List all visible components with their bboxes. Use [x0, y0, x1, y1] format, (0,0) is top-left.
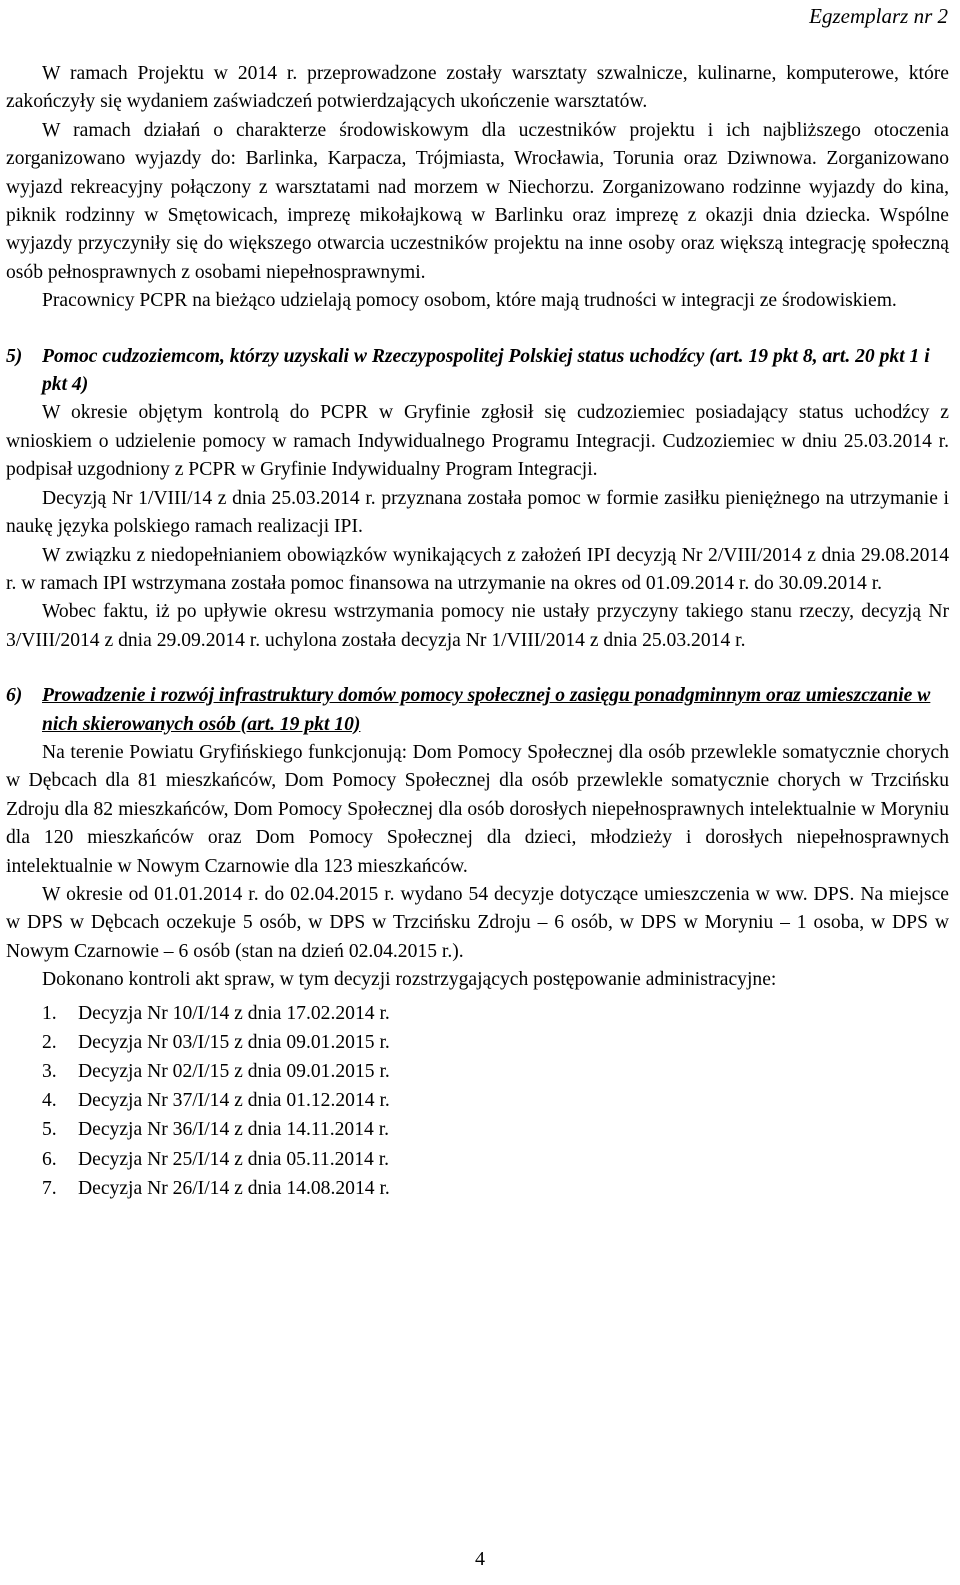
section-6-paragraph-2: W okresie od 01.01.2014 r. do 02.04.2015 r. wydano 54 decyzje dotyczące umieszczenia w ww. DPS. Na miejsce w DPS w Dębcach oczekuje 5 osób, w DPS w Trzcińsku Zdroju – 6 osób, w DPS w Moryniu – 1 osoba, w DPS w Nowym Czarnowie – 6 osób (stan na dzień 02.04.2015 r.).	[6, 883, 949, 962]
section-5-number: 5)	[6, 345, 23, 367]
list-item	[6, 1174, 949, 1203]
intro-paragraph-3: Pracownicy PCPR na bieżąco udzielają pomocy osobom, które mają trudności w integracji ze środowiskiem.	[42, 290, 897, 312]
list-item-text: Decyzja Nr 03/I/15 z dnia 09.01.2015 r.	[78, 1031, 390, 1053]
page-number: 4	[475, 1548, 485, 1570]
list-item-number: 3.	[42, 1061, 57, 1082]
list-item	[6, 1057, 949, 1086]
list-item-text: Decyzja Nr 25/I/14 z dnia 05.11.2014 r.	[78, 1148, 390, 1170]
intro-paragraph-1: W ramach Projektu w 2014 r. przeprowadzone zostały warsztaty szwalnicze, kulinarne, komputerowe, które zakończyły się wydaniem zaświadczeń potwierdzających ukończenie warsztatów.	[6, 63, 949, 113]
list-item-number: 5.	[42, 1119, 57, 1141]
list-item-number: 7.	[42, 1177, 57, 1199]
list-item	[6, 1145, 949, 1174]
list-item-text: Decyzja Nr 36/I/14 z dnia 14.11.2014 r.	[78, 1119, 390, 1141]
list-item	[6, 999, 949, 1028]
list-item	[6, 1028, 949, 1057]
spacer	[6, 655, 949, 682]
section-6-paragraph-3: Dokonano kontroli akt spraw, w tym decyzji rozstrzygających postępowanie administracyjne:	[42, 969, 777, 991]
list-item-number: 6.	[42, 1148, 57, 1170]
list-item-number: 2.	[42, 1031, 57, 1053]
section-5-paragraph-4: Wobec faktu, iż po upływie okresu wstrzymania pomocy nie ustały przyczyny takiego stanu rzeczy, decyzją Nr 3/VIII/2014 z dnia 29.09.2014 r. uchylona została decyzja Nr 1/VIII/2014 z dnia 25.03.2014 r.	[6, 601, 949, 651]
section-5-title: Pomoc cudzoziemcom, którzy uzyskali w Rzeczypospolitej Polskiej status uchodźcy (art. 19 pkt 8, art. 20 pkt 1 i pkt 4)	[42, 345, 930, 396]
section-6-paragraph-1: Na terenie Powiatu Gryfińskiego funkcjonują: Dom Pomocy Społecznej dla osób przewlekle somatycznie chorych w Dębcach dla 81 mieszkańców, Dom Pomocy Społecznej dla osób przewlekle somatycznie chorych w Trzcińsku Zdroju dla 82 mieszkańców, Dom Pomocy Społecznej dla osób dorosłych niepełnosprawnych intelektualnie w Moryniu dla 120 mieszkańców oraz Dom Pomocy Społecznej dla dzieci, młodzieży i dorosłych niepełnosprawnych intelektualnie w Nowym Czarnowie dla 123 mieszkańców.	[6, 741, 949, 877]
section-6-title: Prowadzenie i rozwój infrastruktury domów pomocy społecznej o zasięgu ponadgminnym oraz umieszczanie w nich skierowanych osób (art. 19 pkt 10)	[42, 685, 931, 735]
section-5-heading	[6, 343, 949, 400]
list-item-text: Decyzja Nr 10/I/14 z dnia 17.02.2014 r.	[78, 1002, 390, 1024]
list-item-text: Decyzja Nr 02/I/15 z dnia 09.01.2015 r.	[78, 1061, 390, 1082]
section-6-heading	[6, 682, 949, 739]
list-item-number: 1.	[42, 1002, 57, 1024]
spacer	[6, 316, 949, 343]
section-5-paragraph-2: Decyzją Nr 1/VIII/14 z dnia 25.03.2014 r. przyznana została pomoc w formie zasiłku pieniężnego na utrzymanie i naukę języka polskiego ramach realizacji IPI.	[6, 487, 949, 538]
section-5-paragraph-3: W związku z niedopełnianiem obowiązków wynikających z założeń IPI decyzją Nr 2/VIII/2014 z dnia 29.08.2014 r. w ramach IPI wstrzymana została pomoc finansowa na utrzymanie na okres od 01.09.2014 r. do 30.09.2014 r.	[6, 544, 949, 594]
section-5-paragraph-1: W okresie objętym kontrolą do PCPR w Gryfinie zgłosił się cudzoziemiec posiadający status uchodźcy z wnioskiem o udzielenie pomocy w ramach Indywidualnego Programu Integracji. Cudzoziemiec w dniu 25.03.2014 r. podpisał uzgodniony z PCPR w Gryfinie Indywidualny Program Integracji.	[6, 402, 949, 481]
list-item-text: Decyzja Nr 37/I/14 z dnia 01.12.2014 r.	[78, 1090, 390, 1112]
copy-label: Egzemplarz nr 2	[809, 4, 948, 28]
list-item-number: 4.	[42, 1090, 57, 1112]
list-item	[6, 1086, 949, 1115]
document-body	[6, 60, 949, 1203]
list-item-text: Decyzja Nr 26/I/14 z dnia 14.08.2014 r.	[78, 1177, 390, 1199]
list-item	[6, 1115, 949, 1144]
section-6-number: 6)	[6, 685, 23, 707]
intro-paragraph-2: W ramach działań o charakterze środowiskowym dla uczestników projektu i ich najbliższego otoczenia zorganizowano wyjazdy do: Barlinka, Karpacza, Trójmiasta, Wrocławia, Torunia oraz Dziwnowa. Zorganizowano wyjazd rekreacyjny połączony z warsztatami nad morzem w Niechorzu. Zorganizowano rodzinne wyjazdy do kina, piknik rodzinny w Smętowicach, imprezę mikołajkową w Barlinku oraz imprezę z okazji dnia dziecka. Wspólne wyjazdy przyczyniły się do większego otwarcia uczestników projektu na inne osoby oraz większą integrację społeczną osób pełnosprawnych z osobami niepełnosprawnymi.	[6, 119, 949, 283]
decision-list	[6, 999, 949, 1203]
